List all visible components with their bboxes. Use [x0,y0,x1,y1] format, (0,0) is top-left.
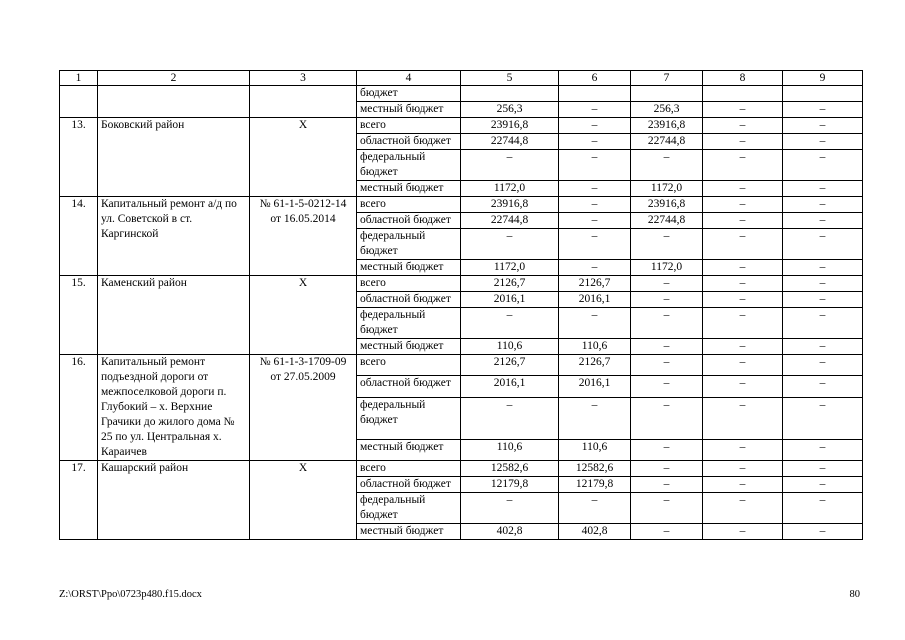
value-cell: – [631,308,703,339]
value-cell: 2126,7 [559,355,631,376]
budget-type: местный бюджет [357,439,461,461]
document-ref: № 61-1-3-1709-09 от 27.05.2009 [250,355,357,461]
value-cell: 2016,1 [559,376,631,397]
header-cell: 3 [250,71,357,86]
value-cell: – [783,229,863,260]
budget-type: всего [357,197,461,213]
value-cell: – [559,197,631,213]
value-cell: – [783,477,863,493]
value-cell: – [559,118,631,134]
budget-type: областной бюджет [357,376,461,397]
value-cell: – [703,229,783,260]
document-ref: Х [250,118,357,197]
budget-type: федеральный бюджет [357,229,461,260]
value-cell: 402,8 [559,524,631,540]
header-cell: 9 [783,71,863,86]
value-cell: 22744,8 [461,213,559,229]
value-cell: – [703,439,783,461]
value-cell: – [703,292,783,308]
value-cell: – [461,229,559,260]
budget-type: местный бюджет [357,524,461,540]
budget-type: областной бюджет [357,477,461,493]
value-cell: 12179,8 [559,477,631,493]
value-cell: – [703,493,783,524]
budget-type: областной бюджет [357,134,461,150]
value-cell [631,86,703,102]
value-cell: – [631,493,703,524]
value-cell: – [631,355,703,376]
row-number [60,86,98,118]
value-cell: 2126,7 [559,276,631,292]
header-cell: 4 [357,71,461,86]
object-name: Боковский район [98,118,250,197]
value-cell: 23916,8 [461,197,559,213]
value-cell: 110,6 [559,439,631,461]
value-cell: – [631,439,703,461]
value-cell: – [559,397,631,439]
budget-table [59,70,863,540]
value-cell: – [783,197,863,213]
value-cell: – [559,260,631,276]
value-cell: – [631,524,703,540]
object-name: Каменский район [98,276,250,355]
value-cell: 2126,7 [461,276,559,292]
value-cell [703,86,783,102]
value-cell: – [461,308,559,339]
budget-type: местный бюджет [357,181,461,197]
value-cell: – [559,134,631,150]
value-cell: – [703,260,783,276]
value-cell: – [703,102,783,118]
value-cell: – [783,213,863,229]
file-path: Z:\ORST\Ppo\0723p480.f15.docx [59,589,202,600]
value-cell: – [783,118,863,134]
value-cell: – [783,493,863,524]
value-cell: – [703,397,783,439]
table-row [60,86,863,102]
value-cell: – [703,134,783,150]
value-cell: – [703,477,783,493]
page-number: 80 [849,589,860,600]
header-row [60,71,863,86]
value-cell: – [559,181,631,197]
row-number: 17. [60,461,98,540]
budget-type: всего [357,355,461,376]
row-number: 13. [60,118,98,197]
value-cell: 1172,0 [461,260,559,276]
budget-type: всего [357,461,461,477]
value-cell: – [631,339,703,355]
value-cell: – [783,524,863,540]
header-cell: 5 [461,71,559,86]
document-ref: Х [250,276,357,355]
value-cell: 110,6 [461,339,559,355]
value-cell: 2016,1 [559,292,631,308]
value-cell: – [703,181,783,197]
value-cell: 1172,0 [631,181,703,197]
value-cell: – [461,493,559,524]
row-number: 16. [60,355,98,461]
value-cell: 12179,8 [461,477,559,493]
value-cell: 2126,7 [461,355,559,376]
budget-type: областной бюджет [357,213,461,229]
budget-type: федеральный бюджет [357,150,461,181]
value-cell: – [703,461,783,477]
value-cell: 2016,1 [461,292,559,308]
budget-type: федеральный бюджет [357,308,461,339]
object-name: Кашарский район [98,461,250,540]
value-cell: 402,8 [461,524,559,540]
value-cell: – [631,477,703,493]
value-cell: – [559,229,631,260]
budget-type: федеральный бюджет [357,397,461,439]
table-row [60,197,863,213]
value-cell: – [783,308,863,339]
value-cell: – [703,213,783,229]
value-cell: – [703,376,783,397]
value-cell: – [703,355,783,376]
value-cell: 23916,8 [631,197,703,213]
value-cell: – [703,524,783,540]
value-cell: – [559,213,631,229]
value-cell: 22744,8 [461,134,559,150]
value-cell [461,86,559,102]
value-cell [783,86,863,102]
value-cell: – [783,292,863,308]
row-number: 15. [60,276,98,355]
budget-type: областной бюджет [357,292,461,308]
value-cell: – [783,339,863,355]
budget-type: местный бюджет [357,339,461,355]
header-cell: 7 [631,71,703,86]
document-ref: Х [250,461,357,540]
budget-type: местный бюджет [357,260,461,276]
value-cell: – [631,292,703,308]
value-cell: – [461,150,559,181]
value-cell: – [703,150,783,181]
value-cell: 12582,6 [461,461,559,477]
object-name: Капитальный ремонт подъездной дороги от межпоселковой дороги п. Глубокий – х. Верхние Грачики до жилого дома № 25 по ул. Центральная х. Караичев [98,355,250,461]
header-cell: 1 [60,71,98,86]
value-cell: – [783,397,863,439]
value-cell: – [559,150,631,181]
value-cell: – [631,276,703,292]
value-cell: – [703,276,783,292]
value-cell: – [631,376,703,397]
value-cell: 110,6 [559,339,631,355]
value-cell: – [559,102,631,118]
header-cell: 2 [98,71,250,86]
table-row [60,276,863,292]
value-cell: – [783,260,863,276]
value-cell: – [631,461,703,477]
document-ref [250,86,357,118]
row-number: 14. [60,197,98,276]
value-cell: 2016,1 [461,376,559,397]
value-cell: – [783,276,863,292]
table-row [60,461,863,477]
value-cell: – [703,308,783,339]
value-cell: – [631,150,703,181]
value-cell: – [783,150,863,181]
value-cell: – [559,308,631,339]
value-cell: 1172,0 [631,260,703,276]
budget-type: всего [357,276,461,292]
header-cell: 6 [559,71,631,86]
value-cell: 256,3 [631,102,703,118]
value-cell: – [461,397,559,439]
value-cell: 22744,8 [631,134,703,150]
value-cell: 256,3 [461,102,559,118]
value-cell: 23916,8 [461,118,559,134]
value-cell: – [631,229,703,260]
value-cell: – [783,461,863,477]
value-cell [559,86,631,102]
value-cell: 12582,6 [559,461,631,477]
budget-type: местный бюджет [357,102,461,118]
value-cell: – [783,134,863,150]
value-cell: – [703,118,783,134]
value-cell: – [783,376,863,397]
budget-type: бюджет [357,86,461,102]
value-cell: 23916,8 [631,118,703,134]
value-cell: – [703,339,783,355]
document-ref: № 61-1-5-0212-14 от 16.05.2014 [250,197,357,276]
object-name [98,86,250,118]
table-row [60,355,863,376]
value-cell: – [703,197,783,213]
value-cell: – [783,102,863,118]
value-cell: – [783,439,863,461]
value-cell: 1172,0 [461,181,559,197]
table-row [60,118,863,134]
value-cell: 110,6 [461,439,559,461]
budget-type: всего [357,118,461,134]
header-cell: 8 [703,71,783,86]
value-cell: 22744,8 [631,213,703,229]
value-cell: – [559,493,631,524]
budget-type: федеральный бюджет [357,493,461,524]
object-name: Капитальный ремонт а/д по ул. Советской в ст. Каргинской [98,197,250,276]
value-cell: – [631,397,703,439]
value-cell: – [783,181,863,197]
value-cell: – [783,355,863,376]
